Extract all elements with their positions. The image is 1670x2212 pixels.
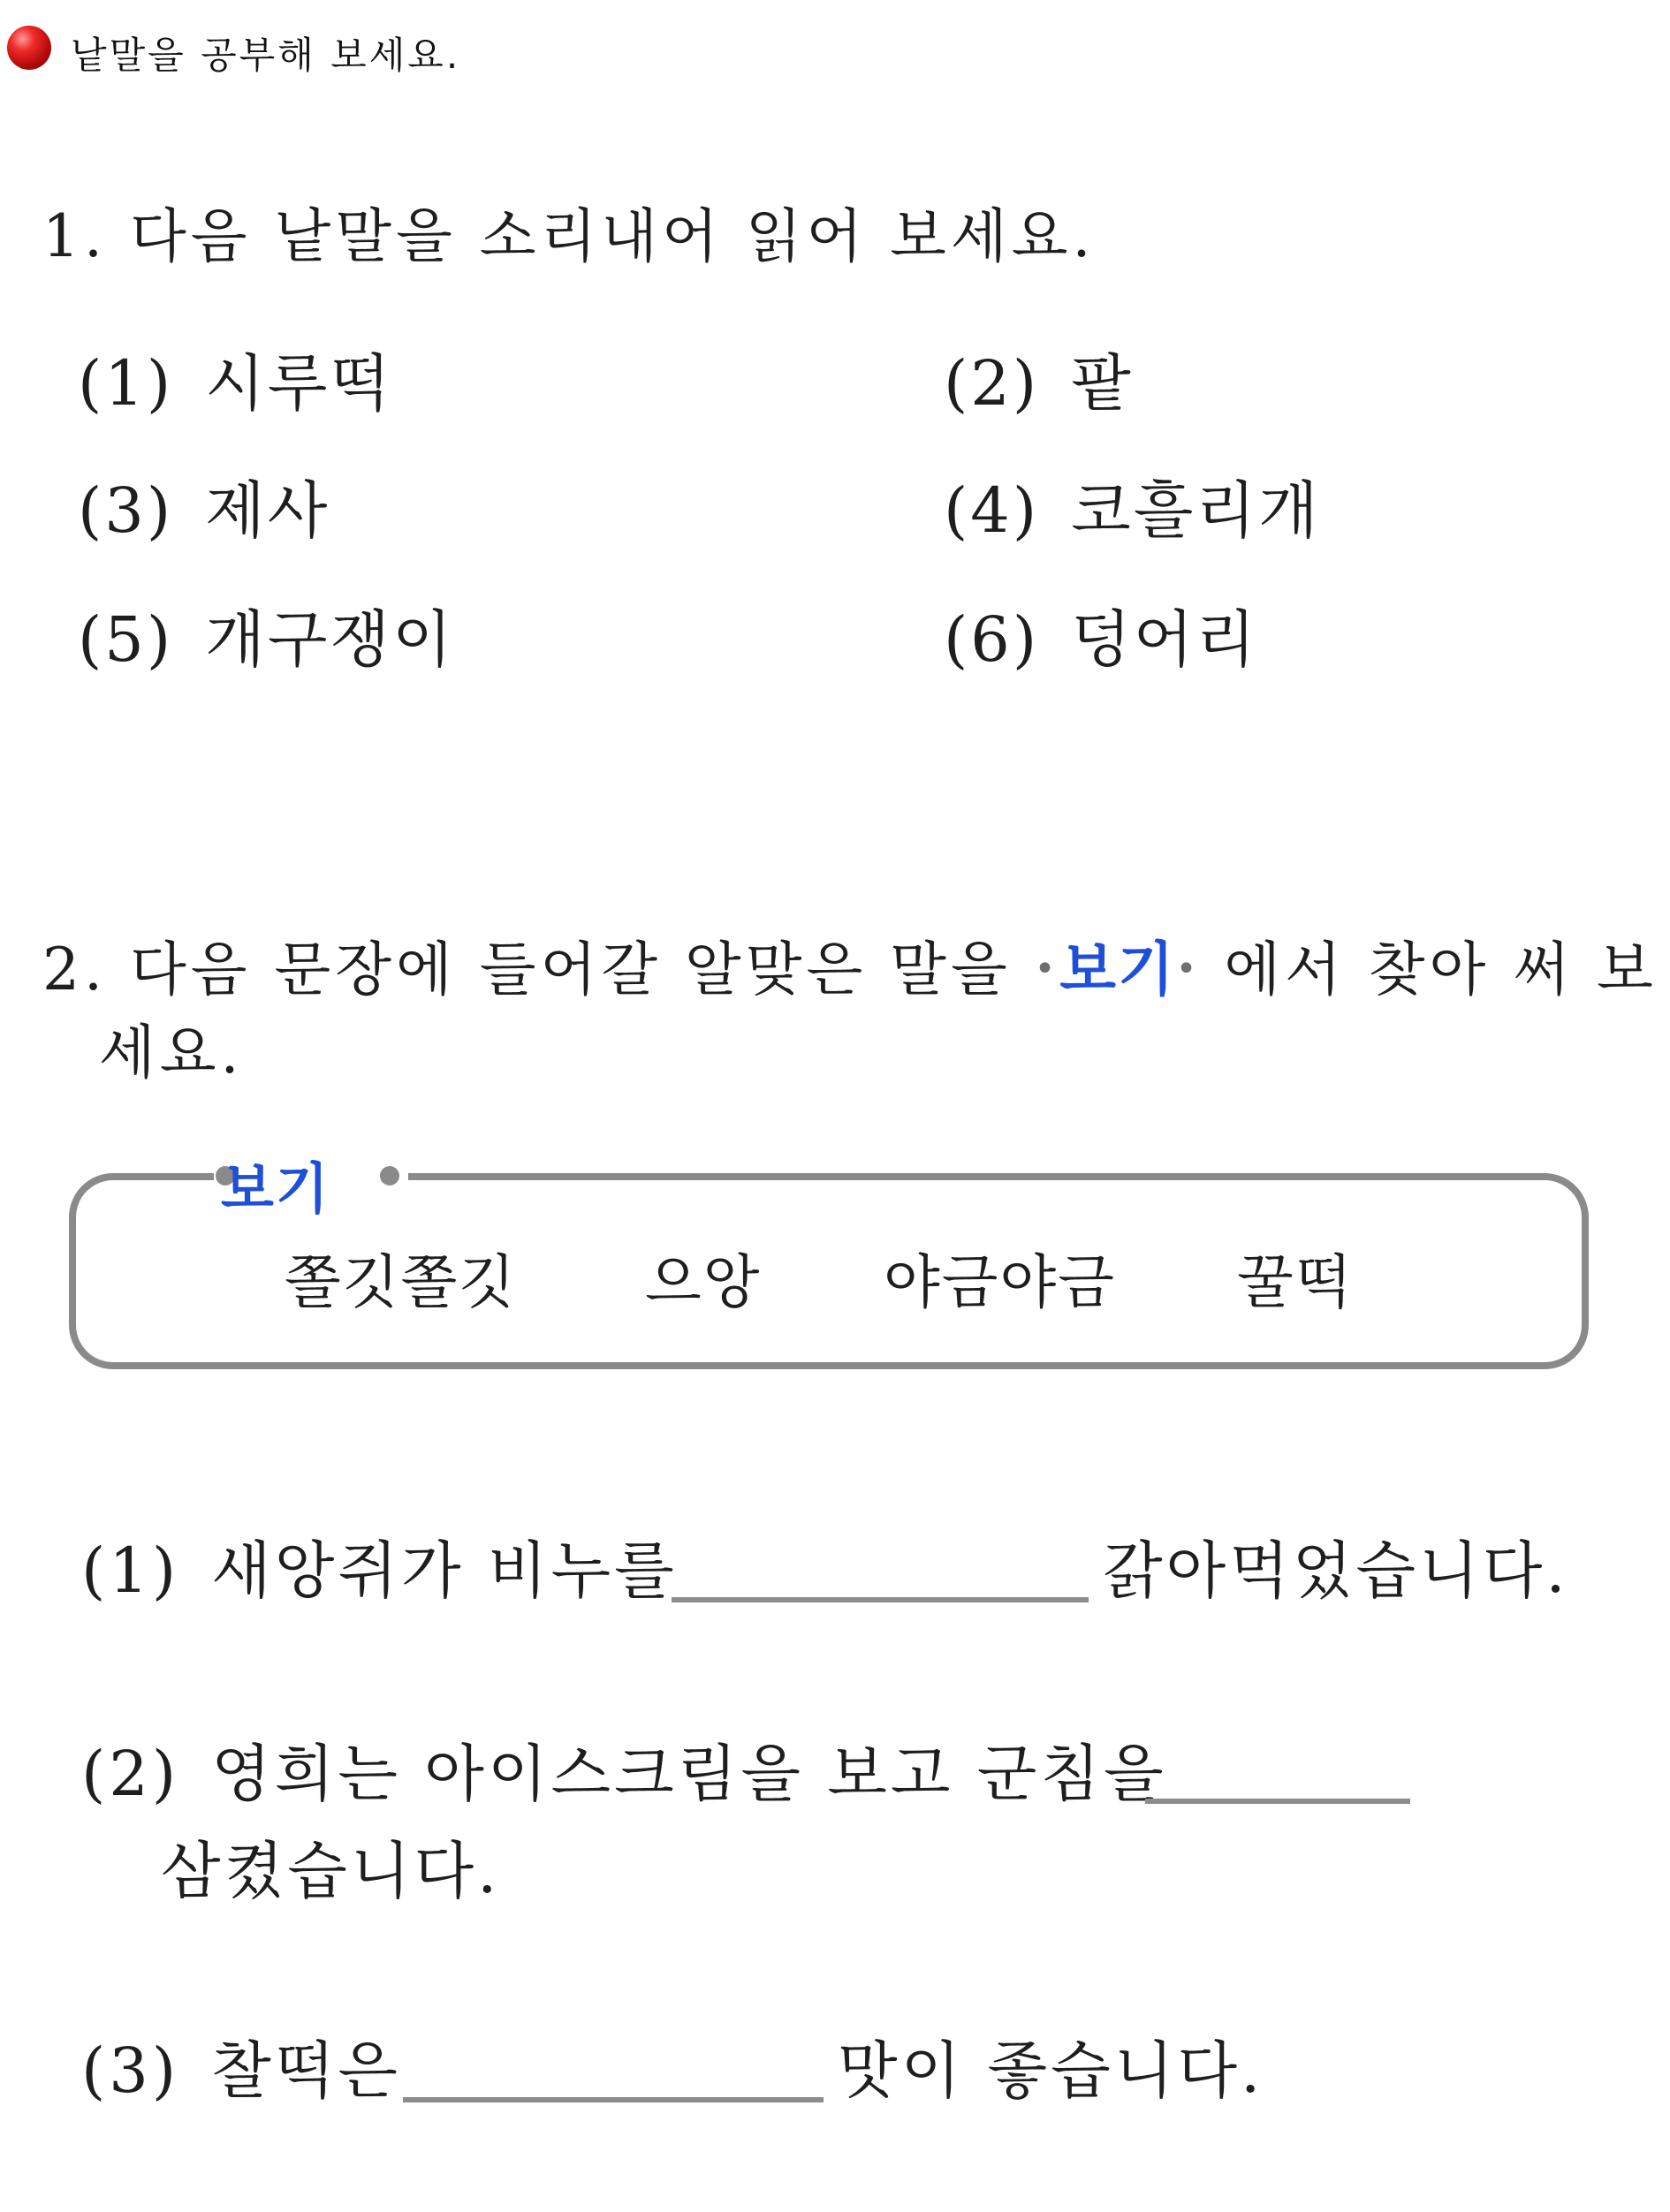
boge-box-label: 보기 — [221, 1156, 330, 1221]
answer-blank-2[interactable] — [1145, 1799, 1410, 1804]
q1-item-2 — [944, 334, 1134, 423]
item-number: (2) — [944, 347, 1040, 420]
sentence-number: (2) — [81, 1738, 180, 1810]
item-number: (5) — [78, 603, 174, 676]
boge-word: 으앙 — [645, 1248, 762, 1316]
q1-item-5 — [78, 590, 455, 679]
item-word: 개구쟁이 — [205, 603, 455, 676]
item-word: 팥 — [1071, 347, 1134, 420]
item-number: (3) — [78, 474, 174, 547]
boge-word: 쫄깃쫄깃 — [285, 1248, 518, 1316]
q2-sentence-3-end: 맛이 좋습니다. — [838, 2034, 1264, 2107]
q2-sentence-1-end: 갉아먹었습니다. — [1103, 1534, 1569, 1607]
q2-sentence-3-start — [81, 2021, 401, 2110]
sentence-text: 새앙쥐가 비누를 — [211, 1534, 678, 1607]
sentence-text: 영희는 아이스크림을 보고 군침을 — [211, 1738, 1167, 1810]
item-word: 덩어리 — [1071, 603, 1259, 676]
sentence-text: 찰떡은 — [211, 2034, 402, 2107]
sentence-number: (1) — [81, 1534, 180, 1607]
boge-word: 야금야금 — [884, 1248, 1117, 1316]
q2-title-before: 2. 다음 문장에 들어갈 알맞은 말을 — [42, 936, 1035, 1004]
q2-sentence-1-start — [81, 1521, 678, 1610]
q1-item-6 — [944, 590, 1258, 679]
q2-sentence-2-end: 삼켰습니다. — [161, 1835, 501, 1907]
q2-sentence-2-start — [81, 1724, 1167, 1814]
question-2-title — [42, 922, 1658, 1006]
answer-blank-1[interactable] — [672, 1597, 1089, 1602]
bullet-dot-icon: • — [1175, 949, 1202, 989]
q1-item-4 — [944, 461, 1321, 550]
sentence-number: (3) — [81, 2034, 180, 2107]
item-word: 제사 — [205, 474, 330, 547]
question-2-title-continuation: 세요. — [99, 1019, 244, 1087]
bullet-dot-icon — [380, 1166, 399, 1186]
item-word: 시루떡 — [205, 347, 393, 420]
page-header-title: 낱말을 공부해 보세요. — [71, 34, 461, 77]
item-word: 코흘리개 — [1071, 474, 1321, 547]
q2-title-after: 에서 찾아 써 보 — [1201, 936, 1658, 1004]
q1-item-3 — [78, 461, 330, 550]
question-1-title: 1. 다음 낱말을 소리내어 읽어 보세요. — [42, 202, 1096, 270]
item-number: (4) — [944, 474, 1040, 547]
item-number: (6) — [944, 603, 1040, 676]
boge-inline-label: 보기 — [1059, 936, 1176, 1004]
red-ball-bullet-icon — [7, 26, 51, 70]
boge-word: 꿀떡 — [1237, 1248, 1354, 1316]
bullet-dot-icon: • — [1034, 949, 1060, 989]
q1-item-1 — [78, 334, 392, 423]
answer-blank-3[interactable] — [403, 2097, 824, 2102]
item-number: (1) — [78, 347, 174, 420]
